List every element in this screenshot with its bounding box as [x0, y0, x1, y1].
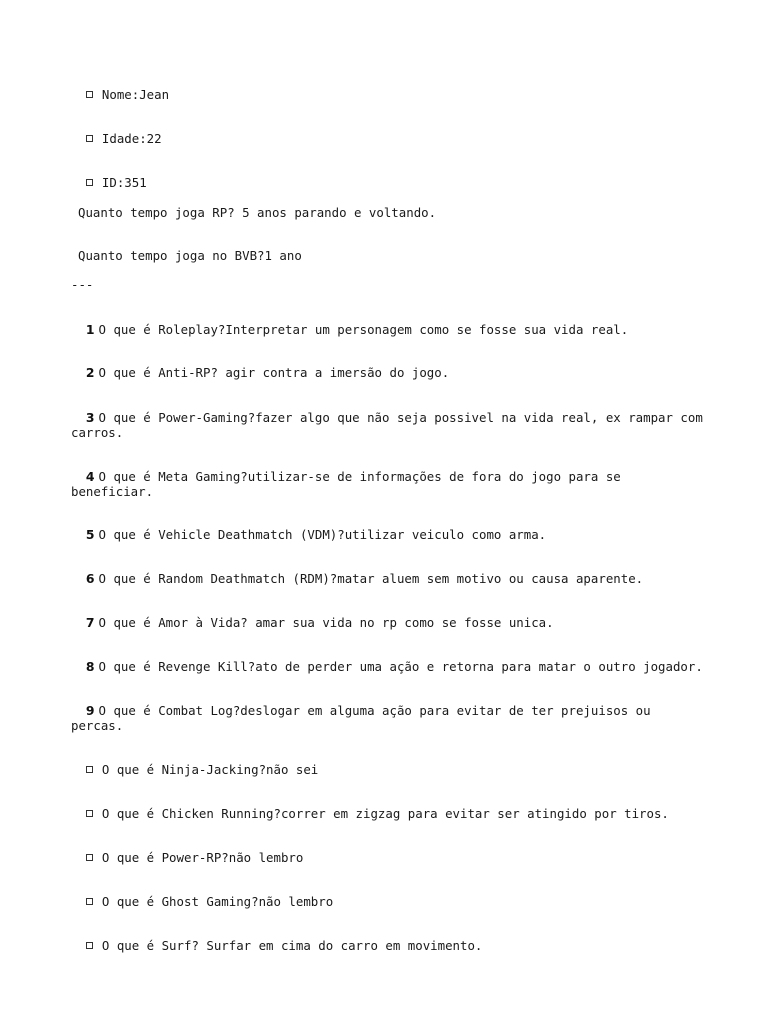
bullet-question-surf: O que é Surf? Surfar em cima do carro em movimento. — [71, 923, 704, 953]
question-9: 9 O que é Combat Log?deslogar em alguma ação para evitar de ter prejuisos ou percas. — [71, 703, 659, 733]
bullet-question-chicken-running: O que é Chicken Running?correr em zigzag para evitar ser atingido por tiros. — [71, 791, 704, 821]
question-number: 4 — [85, 469, 95, 484]
question-number: 9 — [85, 703, 95, 718]
separator: --- — [71, 277, 94, 292]
question-number: 8 — [85, 659, 95, 674]
question-8: 8 O que é Revenge Kill?ato de perder uma ação e retorna para matar o outro jogador. — [85, 659, 703, 674]
question-7: 7 O que é Amor à Vida? amar sua vida no rp como se fosse unica. — [85, 615, 554, 630]
answer-bvb-time: Quanto tempo joga no BVB?1 ano — [78, 248, 302, 263]
question-3: 3 O que é Power-Gaming?fazer algo que não seja possivel na vida real, ex rampar com carros. — [71, 410, 711, 440]
question-5: 5 O que é Vehicle Deathmatch (VDM)?utilizar veiculo como arma. — [85, 527, 547, 542]
question-number: 7 — [85, 615, 95, 630]
bullet-icon — [86, 942, 93, 949]
answer-rp-time: Quanto tempo joga RP? 5 anos parando e voltando. — [78, 205, 437, 220]
question-6: 6 O que é Random Deathmatch (RDM)?matar aluem sem motivo ou causa aparente. — [85, 571, 644, 586]
intro-item-id: ID:351 — [71, 160, 704, 190]
intro-item-age: Idade:22 — [71, 116, 704, 146]
bullet-question-ninja-jacking: O que é Ninja-Jacking?não sei — [71, 747, 704, 777]
bullet-icon — [86, 179, 93, 186]
question-number: 5 — [85, 527, 95, 542]
bullet-icon — [86, 91, 93, 98]
question-1: 1 O que é Roleplay?Interpretar um personagem como se fosse sua vida real. — [85, 322, 629, 337]
bullet-icon — [86, 898, 93, 905]
question-4: 4 O que é Meta Gaming?utilizar-se de informações de fora do jogo para se beneficiar. — [71, 469, 629, 499]
question-number: 1 — [85, 322, 95, 337]
intro-item-name: Nome:Jean — [71, 72, 704, 102]
bullet-icon — [86, 810, 93, 817]
question-2: 2 O que é Anti-RP? agir contra a imersão do jogo. — [85, 365, 450, 380]
question-number: 6 — [85, 571, 95, 586]
bullet-icon — [86, 135, 93, 142]
question-number: 3 — [85, 410, 95, 425]
bullet-question-ghost-gaming: O que é Ghost Gaming?não lembro — [71, 879, 704, 909]
question-number: 2 — [85, 365, 95, 380]
bullet-icon — [86, 766, 93, 773]
bullet-icon — [86, 854, 93, 861]
bullet-question-power-rp: O que é Power-RP?não lembro — [71, 835, 704, 865]
